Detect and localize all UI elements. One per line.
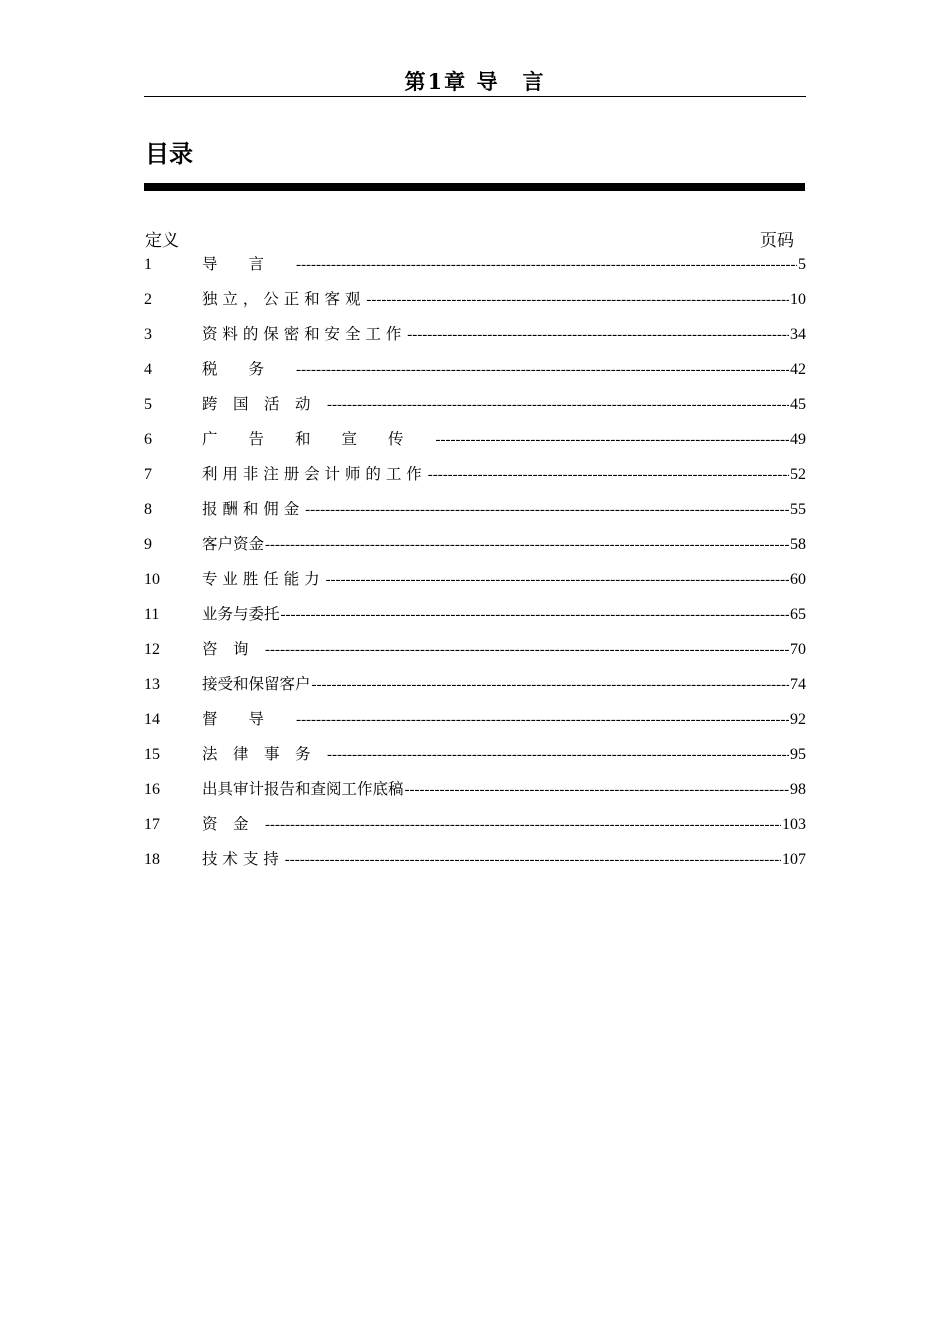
toc-dot-leader [296, 362, 789, 379]
toc-entry-number: 11 [144, 606, 160, 623]
toc-entry-page: 45 [790, 396, 806, 413]
toc-dot-leader [407, 327, 789, 344]
toc-entry[interactable] [144, 532, 806, 567]
toc-entry-label: 税 务 [202, 360, 296, 378]
toc-dot-leader [312, 677, 789, 694]
toc-entry[interactable] [144, 812, 806, 847]
toc-dot-leader [265, 537, 789, 554]
header-divider [144, 96, 806, 97]
toc-entry-label: 技 术 支 持 [202, 850, 284, 868]
toc-dot-leader [296, 712, 789, 729]
toc-dot-leader [327, 747, 789, 764]
toc-entry-page: 60 [790, 571, 806, 588]
toc-column-page: 页码 [760, 231, 794, 251]
toc-entry[interactable] [144, 742, 806, 777]
toc-entry[interactable] [144, 602, 806, 637]
toc-entry-number: 6 [144, 431, 152, 448]
toc-entry-label: 法 律 事 务 [202, 745, 327, 763]
toc-entry-label: 接受和保留客户 [202, 675, 311, 693]
toc-column-definition: 定义 [145, 231, 179, 251]
toc-dot-leader [296, 257, 797, 274]
toc-entry-page: 5 [798, 256, 806, 273]
toc-entry[interactable] [144, 392, 806, 427]
toc-entry-label: 导 言 [202, 255, 296, 273]
toc-entry[interactable] [144, 287, 806, 322]
toc-entry-page: 34 [790, 326, 806, 343]
toc-dot-leader [326, 572, 789, 589]
toc-entry-number: 1 [144, 256, 152, 273]
toc-entry-page: 92 [790, 711, 806, 728]
toc-entry[interactable] [144, 707, 806, 742]
toc-entry-label: 报 酬 和 佣 金 [202, 500, 305, 518]
toc-entry-page: 107 [782, 851, 806, 868]
toc-entry-label: 独 立 ， 公 正 和 客 观 [202, 290, 366, 308]
toc-entry[interactable] [144, 847, 806, 882]
toc-entry-page: 98 [790, 781, 806, 798]
toc-entry[interactable] [144, 462, 806, 497]
toc-entry-number: 9 [144, 536, 152, 553]
toc-entry-page: 49 [790, 431, 806, 448]
toc-entry-number: 14 [144, 711, 160, 728]
chapter-header-title: 第1章 导 言 [404, 69, 546, 94]
toc-dot-leader [281, 607, 789, 624]
toc-entry-label: 业务与委托 [202, 605, 280, 623]
toc-entry[interactable] [144, 777, 806, 812]
toc-entry-label: 资 料 的 保 密 和 安 全 工 作 [202, 325, 407, 343]
toc-entry-page: 42 [790, 361, 806, 378]
toc-dot-leader [428, 467, 789, 484]
toc-entry-number: 3 [144, 326, 152, 343]
toc-dot-leader [285, 852, 781, 869]
toc-entry-label: 资 金 [202, 815, 265, 833]
toc-entry[interactable] [144, 252, 806, 287]
toc-entry-page: 65 [790, 606, 806, 623]
toc-entry-page: 10 [790, 291, 806, 308]
toc-entry-number: 16 [144, 781, 160, 798]
toc-entry-page: 55 [790, 501, 806, 518]
toc-entry-label: 出具审计报告和查阅工作底稿 [202, 780, 404, 798]
toc-entry-label: 客户资金 [202, 535, 265, 553]
toc-entry-label: 督 导 [202, 710, 296, 728]
toc-dot-leader [265, 642, 789, 659]
toc-entry[interactable] [144, 672, 806, 707]
toc-entry-page: 52 [790, 466, 806, 483]
toc-entry-number: 7 [144, 466, 152, 483]
toc-entry-label: 专 业 胜 任 能 力 [202, 570, 325, 588]
toc-entry[interactable] [144, 357, 806, 392]
toc-entry[interactable] [144, 637, 806, 672]
toc-entry-number: 10 [144, 571, 160, 588]
toc-entry-page: 74 [790, 676, 806, 693]
toc-entry-number: 13 [144, 676, 160, 693]
toc-entry-number: 4 [144, 361, 152, 378]
toc-entry-number: 2 [144, 291, 152, 308]
toc-entry-label: 广 告 和 宣 传 [202, 430, 435, 448]
toc-list [144, 252, 806, 882]
toc-title: 目录 [145, 140, 193, 168]
toc-entry-number: 15 [144, 746, 160, 763]
toc-entry-page: 58 [790, 536, 806, 553]
toc-dot-leader [436, 432, 789, 449]
toc-entry[interactable] [144, 497, 806, 532]
toc-entry-label: 利 用 非 注 册 会 计 师 的 工 作 [202, 465, 427, 483]
toc-entry[interactable] [144, 567, 806, 602]
toc-dot-leader [305, 502, 789, 519]
toc-entry-page: 70 [790, 641, 806, 658]
toc-entry-number: 8 [144, 501, 152, 518]
toc-thick-divider [144, 183, 805, 191]
toc-dot-leader [405, 782, 789, 799]
toc-entry-label: 跨 国 活 动 [202, 395, 327, 413]
toc-entry-label: 咨 询 [202, 640, 265, 658]
toc-entry[interactable] [144, 322, 806, 357]
toc-entry[interactable] [144, 427, 806, 462]
toc-dot-leader [327, 397, 789, 414]
toc-entry-page: 95 [790, 746, 806, 763]
toc-entry-number: 18 [144, 851, 160, 868]
toc-entry-number: 17 [144, 816, 160, 833]
toc-dot-leader [265, 817, 781, 834]
toc-entry-page: 103 [782, 816, 806, 833]
toc-entry-number: 5 [144, 396, 152, 413]
toc-dot-leader [366, 292, 789, 309]
toc-entry-number: 12 [144, 641, 160, 658]
